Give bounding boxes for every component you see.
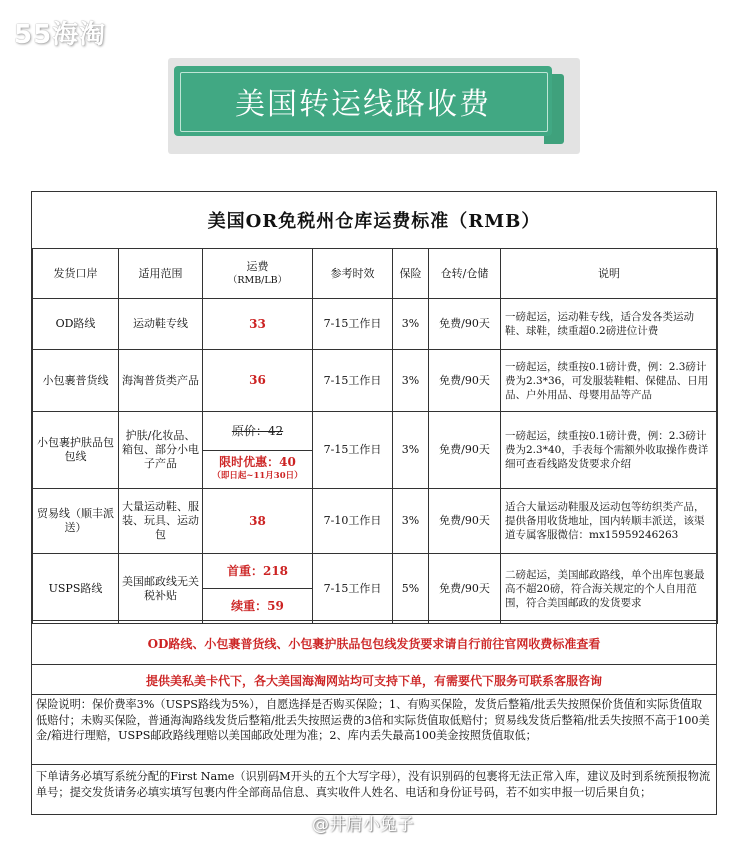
title-banner [168, 58, 580, 154]
row-scope: 运动鞋专线 [119, 299, 203, 350]
row-fee [203, 489, 313, 554]
notice-proxy-order: 提供美私美卡代下，各大美国海淘网站均可支持下单，有需要代下服务可联系客服咨询 [32, 664, 716, 695]
table-row [33, 299, 718, 350]
banner-title: 美国转运线路收费 [174, 66, 552, 136]
fee-promo-note: （即日起~11月30日） [212, 471, 303, 482]
row-desc: 一磅起运，续重按0.1磅计费，例：2.3磅计费为2.3*40，手表每个需额外收取操作费详细可查看线路发货要求介绍 [501, 412, 718, 489]
row-storage: 免费/90天 [429, 489, 501, 554]
fee-original-cell [203, 412, 312, 451]
table-row [33, 489, 718, 554]
row-insurance: 3% [393, 350, 429, 412]
header-fee-line1: 运费 [246, 259, 269, 273]
row-scope: 护肤/化妆品、箱包、部分小电子产品 [119, 412, 203, 489]
fee-value: 36 [249, 373, 266, 387]
row-route: OD路线 [33, 299, 119, 350]
row-route: 小包裹护肤品包包线 [33, 412, 119, 489]
header-time: 参考时效 [313, 249, 393, 299]
row-storage: 免费/90天 [429, 299, 501, 350]
row-time: 7-15工作日 [313, 350, 393, 412]
header-fee-line2: （RMB/LB） [227, 274, 288, 286]
row-insurance: 3% [393, 299, 429, 350]
row-insurance: 3% [393, 412, 429, 489]
table-row [33, 350, 718, 412]
row-route: 小包裹普货线 [33, 350, 119, 412]
table-row [33, 554, 718, 624]
fee-original: 原价：42 [231, 423, 284, 438]
row-fee [203, 350, 313, 412]
row-storage: 免费/90天 [429, 350, 501, 412]
fee-promo: 限时优惠：40 [219, 455, 296, 470]
header-desc: 说明 [501, 249, 718, 299]
row-storage: 免费/90天 [429, 412, 501, 489]
table-header-row [33, 249, 718, 299]
row-desc: 一磅起运，续重按0.1磅计费，例：2.3磅计费为2.3*36，可发服装鞋帽、保健品、日用品、户外用品、母婴用品等产品 [501, 350, 718, 412]
row-fee [203, 554, 313, 624]
fee-add-cell [203, 589, 312, 623]
row-route: USPS路线 [33, 554, 119, 624]
header-route: 发货口岸 [33, 249, 119, 299]
row-fee [203, 412, 313, 489]
fee-first: 首重：218 [226, 564, 289, 578]
header-fee [203, 249, 313, 299]
fee-value: 33 [249, 316, 266, 331]
header-scope: 适用范围 [119, 249, 203, 299]
row-scope: 美国邮政线无关税补贴 [119, 554, 203, 624]
order-note: 下单请务必填写系统分配的First Name（识别码M开头的五个大写字母），没有识别码的包裹将无法正常入库，建议及时到系统预报物流单号；提交发货请务必填实填写包裹内件全部商品信息、真实收件人姓名、电话和身份证号码，若不如实申报一切后果自负； [32, 764, 716, 819]
header-insurance: 保险 [393, 249, 429, 299]
row-storage: 免费/90天 [429, 554, 501, 624]
table-title: 美国OR免税州仓库运费标准（RMB） [207, 211, 541, 232]
row-insurance: 5% [393, 554, 429, 624]
row-desc: 二磅起运，美国邮政路线，单个出库包裹最高不超20磅，符合海关规定的个人自用范围，符合美国邮政的发货要求 [501, 554, 718, 624]
price-table [32, 248, 718, 624]
fee-value: 38 [249, 513, 266, 528]
header-storage: 仓转/仓储 [429, 249, 501, 299]
row-time: 7-15工作日 [313, 554, 393, 624]
fee-add: 续重：59 [231, 599, 284, 613]
row-scope: 大量运动鞋、服装、玩具、运动包 [119, 489, 203, 554]
row-desc: 一磅起运，运动鞋专线，适合发各类运动鞋、球鞋，续重超0.2磅进位计费 [501, 299, 718, 350]
row-time: 7-10工作日 [313, 489, 393, 554]
price-table-frame [31, 191, 717, 815]
insurance-note: 保险说明：保价费率3%（USPS路线为5%），自愿选择是否购买保险；1、有购买保险，发货后整箱/批丢失按照保价货值和实际货值取低赔付；未购买保险，普通海淘路线发货后整箱/批丢失按照运费的3倍和实际货值取低赔付；贸易线发货后整箱/批丢失按照不高于100美金/箱进行理赔，USPS邮政路线理赔以美国邮政处理为准；2、库内丢失最高100美金按照货值取低； [32, 694, 716, 765]
row-route: 贸易线（顺丰派送） [33, 489, 119, 554]
row-desc: 适合大量运动鞋服及运动包等纺织类产品，提供备用收货地址，国内转顺丰派送，该渠道专属客服微信：mx15959246263 [501, 489, 718, 554]
fee-promo-cell [203, 451, 312, 489]
site-watermark: 55海淘 [14, 20, 107, 50]
row-insurance: 3% [393, 489, 429, 554]
table-row [33, 412, 718, 489]
row-time: 7-15工作日 [313, 299, 393, 350]
author-watermark: @井肩小兔子 [312, 815, 414, 835]
fee-first-cell [203, 554, 312, 589]
row-scope: 海淘普货类产品 [119, 350, 203, 412]
notice-requirements: OD路线、小包裹普货线、小包裹护肤品包包线发货要求请自行前往官网收费标准查看 [32, 620, 716, 665]
row-fee [203, 299, 313, 350]
row-time: 7-15工作日 [313, 412, 393, 489]
